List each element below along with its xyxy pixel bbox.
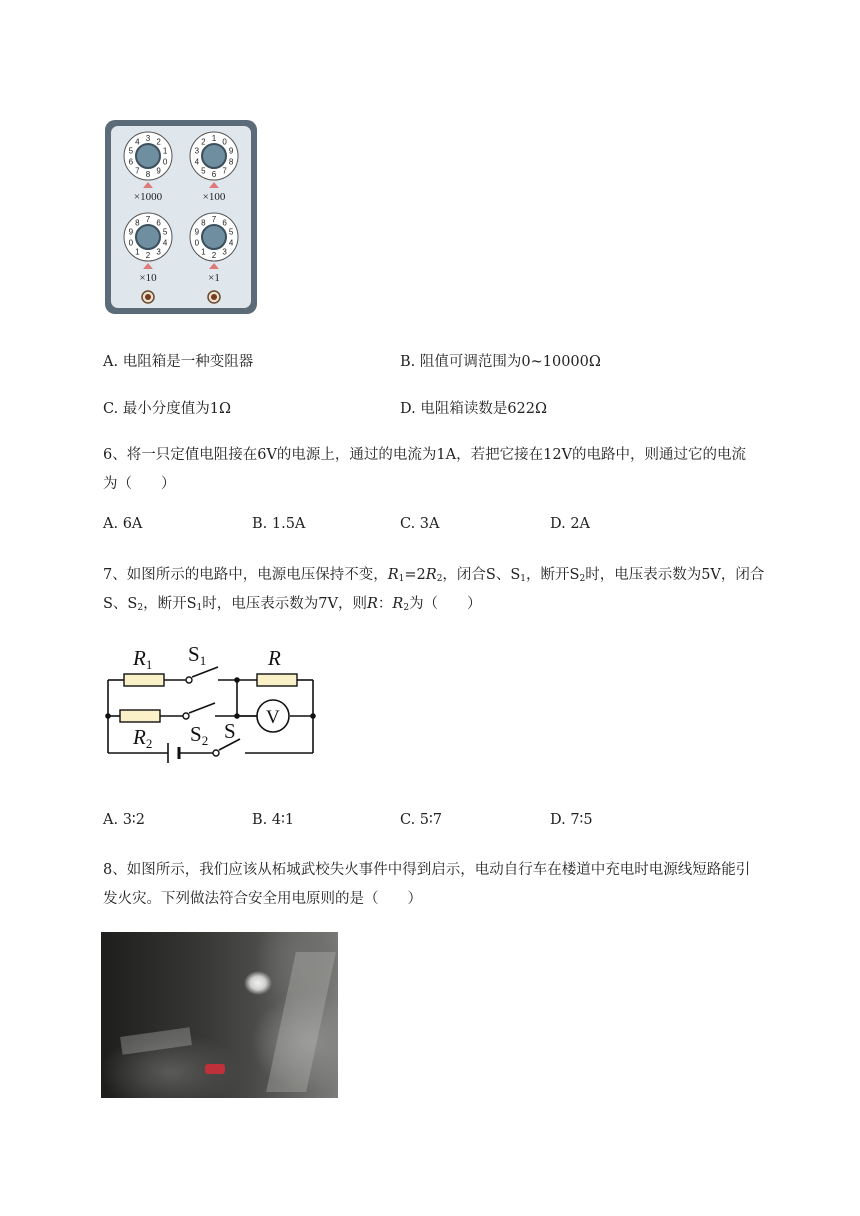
- dial-knob[interactable]: [136, 225, 160, 249]
- dial-digit: 3: [222, 247, 227, 257]
- dial-digit: 3: [156, 247, 161, 257]
- q5-option-c: C. 最小分度值为1Ω: [103, 401, 232, 417]
- dial-digit: 5: [128, 146, 134, 156]
- circuit-label-s2: S2: [190, 722, 209, 748]
- dial-digit: 6: [211, 170, 217, 179]
- dial-digit: 7: [222, 166, 227, 176]
- dial-multiplier-label: ×100: [202, 191, 226, 203]
- dial-digit: 7: [211, 215, 217, 224]
- dial-digit: 4: [162, 238, 168, 248]
- dial-digit: 9: [194, 227, 200, 237]
- q7-option-b: B. 4∶1: [252, 812, 295, 828]
- dial-digit: 6: [156, 218, 161, 228]
- dial-digit: 7: [135, 166, 140, 176]
- q6-option-b: B. 1.5A: [252, 516, 306, 532]
- dial-digit: 2: [145, 251, 151, 260]
- q5-option-d: D. 电阻箱读数是622Ω: [400, 401, 548, 417]
- circuit-label-r2: R2: [133, 725, 153, 751]
- q7-stem-line2: S、$S_2$，断开$S_1$时，电压表示数为7V，则R：$R_2$为（ ）: [103, 596, 482, 613]
- dial-multiplier-label: ×1: [208, 272, 220, 284]
- circuit-label-s1: S1: [188, 642, 207, 668]
- dial-digit: 1: [201, 247, 206, 257]
- q6-option-c: C. 3A: [400, 516, 440, 532]
- dial-knob[interactable]: [136, 144, 160, 168]
- q7-option-d: D. 7∶5: [550, 812, 593, 828]
- dial-multiplier-label: ×10: [139, 272, 157, 284]
- dial-digit: 4: [228, 238, 234, 248]
- fire-scene-photo: [101, 932, 338, 1098]
- dial-digit: 8: [145, 170, 151, 179]
- dial-digit: 6: [222, 218, 227, 228]
- dial-digit: 3: [194, 146, 200, 156]
- dial-digit: 9: [156, 166, 161, 176]
- dial-digit: 0: [128, 238, 134, 248]
- dial-digit: 1: [135, 247, 140, 257]
- q6-option-d: D. 2A: [550, 516, 591, 532]
- dial-knob[interactable]: [202, 225, 226, 249]
- resistance-box-figure: [103, 118, 259, 318]
- dial-digit: 0: [162, 157, 168, 167]
- circuit-label-s: S: [224, 719, 236, 743]
- dial-digit: 6: [128, 157, 134, 167]
- q7-option-a: A. 3∶2: [103, 812, 145, 828]
- dial-digit: 2: [156, 137, 161, 147]
- dial-knob[interactable]: [202, 144, 226, 168]
- circuit-label-r1: R1: [133, 646, 153, 672]
- dial-multiplier-label: ×1000: [133, 191, 163, 203]
- dial-digit: 1: [211, 134, 217, 143]
- dial-digit: 4: [135, 137, 140, 147]
- dial-digit: 5: [162, 227, 168, 237]
- dial-digit: 8: [135, 218, 140, 228]
- dial-digit: 0: [194, 238, 200, 248]
- q7-option-c: C. 5∶7: [400, 812, 443, 828]
- dial-digit: 2: [201, 137, 206, 147]
- dial-digit: 9: [128, 227, 134, 237]
- dial-digit: 8: [201, 218, 206, 228]
- dial-digit: 2: [211, 251, 217, 260]
- q5-option-b: B. 阻值可调范围为0~10000Ω: [400, 354, 601, 370]
- dial-digit: 4: [194, 157, 200, 167]
- q7-stem-line1: 7、如图所示的电路中，电源电压保持不变，$R_1=2R_2$，闭合S、$S_1$，断开$S_2$时，电压表示数为5V，闭合: [103, 567, 765, 584]
- q5-option-a: A. 电阻箱是一种变阻器: [103, 354, 254, 370]
- q7-circuit-diagram: [100, 640, 325, 775]
- dial-digit: 8: [228, 157, 234, 167]
- q6-option-a: A. 6A: [103, 516, 143, 532]
- q6-stem-line1: 6、将一只定值电阻接在6V的电源上，通过的电流为1A，若把它接在12V的电路中，则通过它的电流: [103, 447, 747, 463]
- dial-digit: 7: [145, 215, 151, 224]
- dial-digit: 3: [145, 134, 151, 143]
- dial-digit: 1: [162, 146, 168, 156]
- dial-digit: 5: [228, 227, 234, 237]
- q8-stem-line1: 8、如图所示，我们应该从柘城武校失火事件中得到启示，电动自行车在楼道中充电时电源线短路能引: [103, 862, 751, 878]
- circuit-label-r: R: [268, 646, 281, 670]
- q8-stem-line2: 发火灾。下列做法符合安全用电原则的是（ ）: [103, 891, 422, 907]
- dial-digit: 5: [201, 166, 206, 176]
- dial-digit: 9: [228, 146, 234, 156]
- circuit-label-v: V: [266, 707, 280, 728]
- dial-digit: 0: [222, 137, 227, 147]
- q6-stem-line2: 为（ ）: [103, 476, 176, 492]
